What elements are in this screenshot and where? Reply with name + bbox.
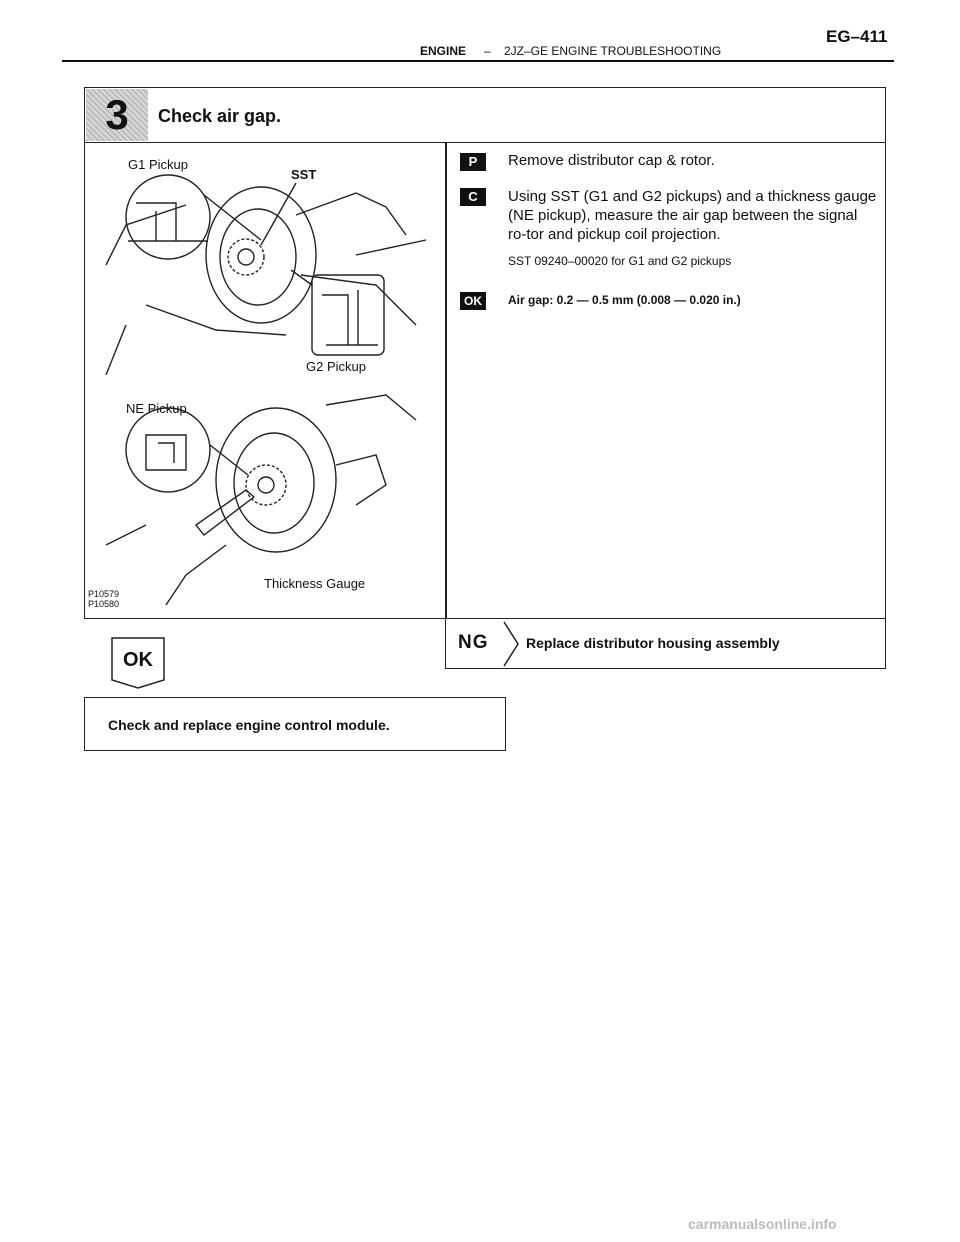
ok-tag-icon [110,636,166,690]
ng-arrow-icon [500,620,522,668]
g1-detail-circle [126,175,210,259]
step-number: 3 [105,91,129,138]
header-rule [62,60,894,62]
figure-label-sst: SST [291,167,317,182]
final-action: Check and replace engine control module. [108,717,390,733]
figure-label-g1: G1 Pickup [128,157,188,172]
thickness-gauge-blade [196,490,254,535]
step-title: Check air gap. [158,106,282,126]
footer-watermark: carmanualsonline.info [688,1216,837,1232]
sst-note: SST 09240–00020 for G1 and G2 pickups [508,254,732,268]
air-gap-illustration [86,145,444,617]
ng-label: NG [458,632,489,653]
figure-label-gauge: Thickness Gauge [264,576,366,591]
ok-tag-label: OK [123,649,153,671]
header-subsection: 2JZ–GE ENGINE TROUBLESHOOTING [504,44,722,58]
instruction-measure-gap: Using SST (G1 and G2 pickups) and a thickness gauge (NE pickup), measure the air gap between the signal ro-tor and pickup coil projection. [508,188,877,243]
procedure-badge: P [460,153,486,171]
distributor-housing-top [206,187,316,323]
figure-code-2: P10580 [88,599,120,609]
air-gap-spec: Air gap: 0.2 — 0.5 mm (0.008 — 0.020 in.) [508,293,741,307]
figure-label-ne: NE Pickup [126,401,187,416]
check-badge: C [460,188,486,206]
step-number-badge [86,89,148,141]
ne-detail-circle [126,408,210,492]
page-number: EG–411 [826,27,888,46]
column-divider [445,143,447,619]
figure-label-g2: G2 Pickup [306,359,366,374]
header-section: ENGINE [420,44,467,58]
figure-code-1: P10579 [88,589,120,599]
header-separator: – [484,44,491,58]
instruction-remove-cap: Remove distributor cap & rotor. [508,152,715,169]
ok-badge: OK [460,292,486,310]
ng-action: Replace distributor housing assembly [526,635,780,651]
